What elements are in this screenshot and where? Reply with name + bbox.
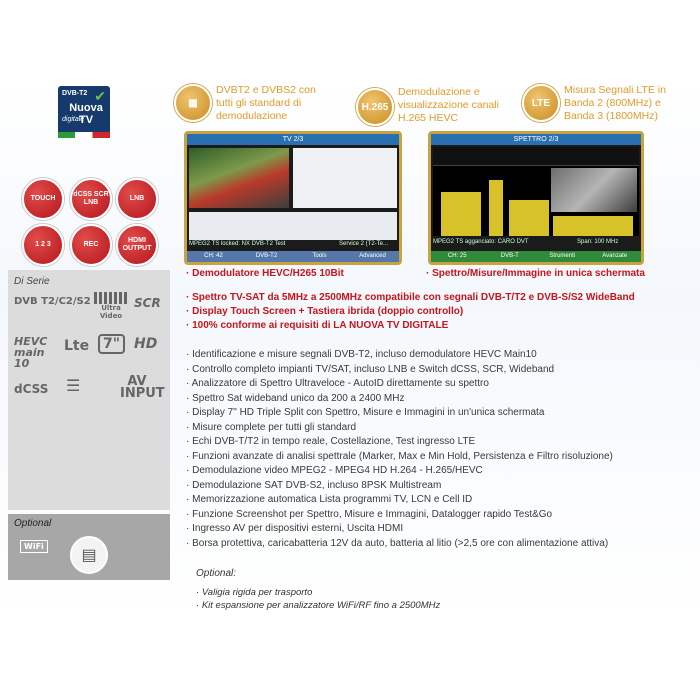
- screen-right-header: SPETTRO 2/3: [431, 134, 641, 145]
- lte-badge: Lte: [64, 338, 90, 354]
- caption-hevc: · Demodulatore HEVC/H265 10Bit: [186, 268, 344, 279]
- list-item: · Demodulazione video MPEG2 - MPEG4 HD H.264 - H.265/HEVC: [186, 464, 613, 479]
- list-item: · Funzioni avanzate di analisi spettrale (Marker, Max e Min Hold, Persistenza e Filtro risoluzione): [186, 450, 613, 465]
- screen-right-softkeys: [431, 251, 641, 262]
- optional-box: [8, 514, 170, 580]
- optional-box-title: Optional: [14, 518, 52, 529]
- list-item: · Controllo completo impianti TV/SAT, incluso LNB e Switch dCSS, SCR, Wideband: [186, 363, 613, 378]
- scr-badge: SCR: [134, 296, 161, 310]
- screen-multiview-icon: ▦: [174, 84, 212, 122]
- softkey-tools[interactable]: Strumenti: [549, 253, 576, 259]
- softkey-standard[interactable]: DVB-T: [500, 253, 519, 259]
- softkey-ch[interactable]: CH: 42: [204, 253, 223, 259]
- channel-list-icon: ☰: [66, 376, 81, 395]
- spectrum-channel-block: [489, 180, 503, 236]
- softkey-advanced[interactable]: Avanzate: [602, 253, 628, 259]
- spectrum-measure-strip: [433, 147, 639, 166]
- softkey-advanced[interactable]: Advanced: [359, 253, 386, 259]
- ultra-video-icon: [94, 292, 128, 304]
- list-item: · Analizzatore di Spettro Ultraveloce - AutoID direttamente su spettro: [186, 377, 613, 392]
- standard-features-sidebar: [8, 270, 170, 590]
- av-input-badge: AV INPUT: [120, 374, 165, 401]
- caption-spectrum: · Spettro/Misure/Immagine in unica schermata: [426, 268, 645, 279]
- hd-badge: HD: [134, 336, 158, 352]
- list-item: · Identificazione e misure segnali DVB-T2, incluso demodulatore HEVC Main10: [186, 348, 613, 363]
- screen-left-service: Service 2 (T2-Te...: [339, 241, 389, 247]
- screen-right-status: MPEG2 TS agganciato: CARO DVT: [433, 239, 529, 245]
- list-item: · Valigia rigida per trasporto: [196, 586, 440, 599]
- hdmi-output-feature-icon: HDMI OUTPUT: [116, 224, 158, 266]
- di-serie-title: Di Serie: [14, 276, 50, 287]
- display-7-inch-badge: 7": [98, 334, 125, 354]
- briefcase-icon: ▤: [70, 536, 108, 574]
- motorbike-video-preview: [189, 148, 289, 208]
- device-screen-spectrum: [428, 131, 644, 265]
- spectrum-channel-block: [553, 216, 633, 236]
- logo-line2: Nuova TV: [69, 102, 103, 126]
- optional-list: [196, 586, 440, 612]
- wifi-badge: WiFi: [20, 540, 48, 553]
- ultra-video-badge: Ultra Video: [94, 292, 128, 320]
- spectrum-plot: [433, 166, 639, 236]
- spectrum-channel-block: [509, 200, 549, 236]
- screen-left-softkeys: [187, 251, 399, 262]
- list-item: · Spettro Sat wideband unico da 200 a 2400 MHz: [186, 392, 613, 407]
- lnb-feature-icon: LNB: [116, 178, 158, 220]
- softkey-tools[interactable]: Tools: [312, 253, 327, 259]
- lte-antenna-icon: LTE: [522, 84, 560, 122]
- list-item: · Display 7" HD Triple Split con Spettro, Misure e Immagini in un'unica schermata: [186, 406, 613, 421]
- logo-line3: digitale: [62, 116, 85, 123]
- nuova-tv-digitale-logo: [58, 86, 110, 138]
- di-serie-box: [8, 270, 170, 510]
- video-thumbnail: [551, 168, 637, 212]
- softkey-standard[interactable]: DVB-T2: [255, 253, 278, 259]
- logo-line1: DVB-T2: [62, 90, 88, 97]
- hevc-main10-badge: HEVC main 10: [14, 335, 48, 370]
- badge-lte-text: Misura Segnali LTE in Banda 2 (800MHz) e Banda 3 (1800MHz): [564, 84, 666, 122]
- dcss-scr-lnb-feature-icon: dCSS SCR LNB: [70, 178, 112, 220]
- screen-left-header: TV 2/3: [187, 134, 399, 145]
- optional-section-title: Optional:: [196, 568, 237, 579]
- badge-dvbt2-text: DVBT2 e DVBS2 con tutti gli standard di demodulazione: [216, 84, 316, 122]
- list-item: · Echi DVB-T/T2 in tempo reale, Costellazione, Test ingresso LTE: [186, 435, 613, 450]
- touch-feature-icon: TOUCH: [22, 178, 64, 220]
- camera-feature-icon: REC: [70, 224, 112, 266]
- badge-h265-text: Demodulazione e visualizzazione canali H.265 HEVC: [398, 86, 499, 124]
- spectrum-channel-block: [441, 192, 481, 236]
- h265-icon: H.265: [356, 88, 394, 126]
- screen-left-status: MPEG2 TS locked: NX DVB-T2 Test: [189, 241, 286, 247]
- list-item: · Demodulazione SAT DVB-S2, incluso 8PSK Multistream: [186, 479, 613, 494]
- list-item: · Ingresso AV per dispositivi esterni, Uscita HDMI: [186, 522, 613, 537]
- list-item: · Memorizzazione automatica Lista programmi TV, LCN e Cell ID: [186, 493, 613, 508]
- list-item: · Kit espansione per analizzatore WiFi/RF fino a 2500MHz: [196, 599, 440, 612]
- device-screen-tv: [184, 131, 402, 265]
- numbering-feature-icon: 1 2 3: [22, 224, 64, 266]
- feature-list: [186, 348, 613, 551]
- service-info-panel: [293, 148, 397, 208]
- dvb-standards-badge: DVB T2/C2/S2: [14, 296, 91, 307]
- highlight-compliance: · 100% conforme ai requisiti di LA NUOVA TV DIGITALE: [186, 320, 449, 331]
- flag-stripe: [58, 132, 110, 138]
- list-item: · Misure complete per tutti gli standard: [186, 421, 613, 436]
- list-item: · Borsa protettiva, caricabatteria 12V da auto, batteria al litio (>2,5 ore con alimentazione attiva): [186, 537, 613, 552]
- measure-table: [189, 212, 397, 240]
- screen-right-span: Span: 100 MHz: [577, 239, 619, 245]
- dcss-badge: dCSS: [14, 382, 49, 396]
- check-icon: ✔: [94, 88, 106, 104]
- highlight-spectrum-range: · Spettro TV-SAT da 5MHz a 2500MHz compatibile con segnali DVB-T/T2 e DVB-S/S2 WideBand: [186, 292, 635, 303]
- highlight-touch-display: · Display Touch Screen + Tastiera ibrida (doppio controllo): [186, 306, 464, 317]
- list-item: · Funzione Screenshot per Spettro, Misure e Immagini, Datalogger rapido Test&Go: [186, 508, 613, 523]
- softkey-ch[interactable]: CH: 25: [447, 253, 467, 259]
